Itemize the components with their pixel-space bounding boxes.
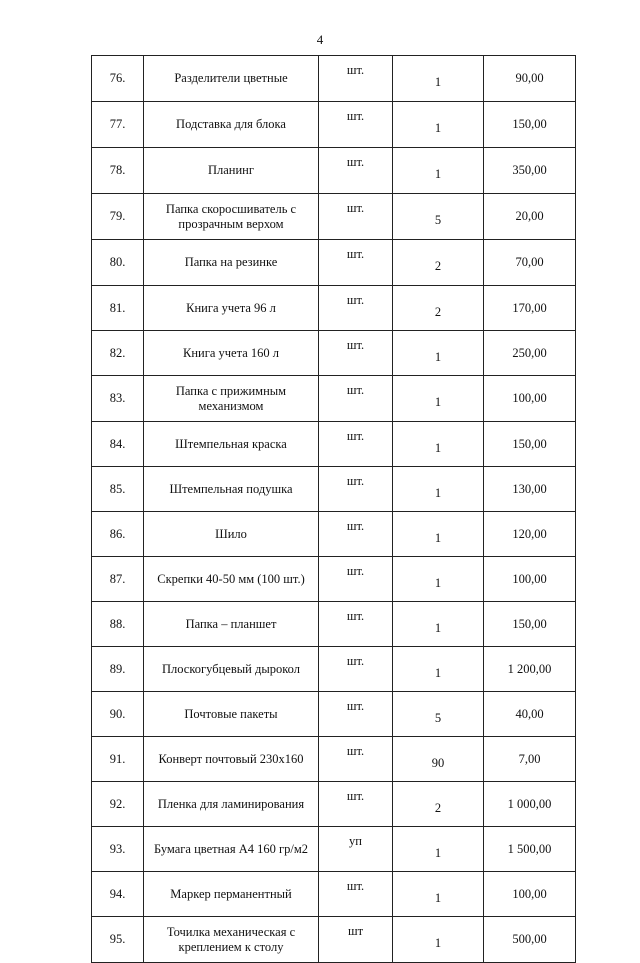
table-row — [92, 56, 576, 102]
row-number: 87. — [92, 557, 144, 602]
table-row — [92, 286, 576, 331]
item-name: Планинг — [144, 148, 319, 194]
row-number: 83. — [92, 376, 144, 422]
row-number: 76. — [92, 56, 144, 102]
item-name: Бумага цветная А4 160 гр/м2 — [144, 827, 319, 872]
item-name: Пленка для ламинирования — [144, 782, 319, 827]
item-quantity: 1 — [393, 827, 484, 872]
item-price: 90,00 — [484, 56, 576, 102]
item-price: 130,00 — [484, 467, 576, 512]
item-price: 100,00 — [484, 557, 576, 602]
table-row — [92, 557, 576, 602]
item-unit: шт. — [319, 240, 393, 286]
item-price: 350,00 — [484, 148, 576, 194]
item-name: Папка с прижимным механизмом — [144, 376, 319, 422]
item-price: 170,00 — [484, 286, 576, 331]
item-unit: шт. — [319, 194, 393, 240]
row-number: 90. — [92, 692, 144, 737]
item-quantity: 2 — [393, 240, 484, 286]
table-row — [92, 917, 576, 963]
item-name: Разделители цветные — [144, 56, 319, 102]
table-row — [92, 827, 576, 872]
item-unit: шт. — [319, 647, 393, 692]
item-price: 150,00 — [484, 422, 576, 467]
row-number: 94. — [92, 872, 144, 917]
row-number: 89. — [92, 647, 144, 692]
item-price: 500,00 — [484, 917, 576, 963]
item-name: Штемпельная краска — [144, 422, 319, 467]
table-row — [92, 602, 576, 647]
items-table-body — [92, 56, 576, 963]
page-number: 4 — [316, 32, 324, 47]
item-quantity: 1 — [393, 102, 484, 148]
item-unit: уп — [319, 827, 393, 872]
table-row — [92, 692, 576, 737]
item-name: Конверт почтовый 230х160 — [144, 737, 319, 782]
item-unit: шт. — [319, 512, 393, 557]
row-number: 95. — [92, 917, 144, 963]
item-price: 1 500,00 — [484, 827, 576, 872]
item-name: Скрепки 40-50 мм (100 шт.) — [144, 557, 319, 602]
item-price: 7,00 — [484, 737, 576, 782]
item-price: 1 200,00 — [484, 647, 576, 692]
items-table — [91, 55, 576, 963]
item-quantity: 5 — [393, 692, 484, 737]
item-quantity: 90 — [393, 737, 484, 782]
item-name: Папка – планшет — [144, 602, 319, 647]
row-number: 93. — [92, 827, 144, 872]
table-row — [92, 782, 576, 827]
item-quantity: 1 — [393, 557, 484, 602]
item-unit: шт. — [319, 737, 393, 782]
item-unit: шт — [319, 917, 393, 963]
table-row — [92, 872, 576, 917]
item-quantity: 1 — [393, 56, 484, 102]
row-number: 92. — [92, 782, 144, 827]
table-row — [92, 102, 576, 148]
item-price: 100,00 — [484, 376, 576, 422]
item-price: 150,00 — [484, 602, 576, 647]
item-unit: шт. — [319, 602, 393, 647]
row-number: 85. — [92, 467, 144, 512]
item-quantity: 1 — [393, 148, 484, 194]
item-unit: шт. — [319, 692, 393, 737]
item-name: Точилка механическая с креплением к столу — [144, 917, 319, 963]
item-unit: шт. — [319, 422, 393, 467]
item-unit: шт. — [319, 872, 393, 917]
table-row — [92, 737, 576, 782]
item-price: 150,00 — [484, 102, 576, 148]
item-unit: шт. — [319, 286, 393, 331]
item-quantity: 2 — [393, 782, 484, 827]
table-row — [92, 240, 576, 286]
item-unit: шт. — [319, 148, 393, 194]
row-number: 82. — [92, 331, 144, 376]
item-name: Маркер перманентный — [144, 872, 319, 917]
item-name: Подставка для блока — [144, 102, 319, 148]
item-quantity: 1 — [393, 331, 484, 376]
table-row — [92, 376, 576, 422]
table-row — [92, 331, 576, 376]
item-price: 250,00 — [484, 331, 576, 376]
row-number: 84. — [92, 422, 144, 467]
item-quantity: 1 — [393, 376, 484, 422]
item-unit: шт. — [319, 782, 393, 827]
item-name: Штемпельная подушка — [144, 467, 319, 512]
row-number: 79. — [92, 194, 144, 240]
item-name: Папка на резинке — [144, 240, 319, 286]
item-quantity: 1 — [393, 512, 484, 557]
row-number: 81. — [92, 286, 144, 331]
row-number: 80. — [92, 240, 144, 286]
row-number: 86. — [92, 512, 144, 557]
item-name: Почтовые пакеты — [144, 692, 319, 737]
item-quantity: 5 — [393, 194, 484, 240]
item-name: Папка скоросшиватель с прозрачным верхом — [144, 194, 319, 240]
table-row — [92, 512, 576, 557]
item-price: 1 000,00 — [484, 782, 576, 827]
item-name: Книга учета 96 л — [144, 286, 319, 331]
table-row — [92, 467, 576, 512]
row-number: 77. — [92, 102, 144, 148]
item-quantity: 1 — [393, 647, 484, 692]
item-unit: шт. — [319, 467, 393, 512]
table-row — [92, 148, 576, 194]
item-quantity: 1 — [393, 422, 484, 467]
item-unit: шт. — [319, 331, 393, 376]
table-row — [92, 194, 576, 240]
item-unit: шт. — [319, 376, 393, 422]
item-price: 20,00 — [484, 194, 576, 240]
row-number: 78. — [92, 148, 144, 194]
item-quantity: 2 — [393, 286, 484, 331]
item-quantity: 1 — [393, 467, 484, 512]
item-unit: шт. — [319, 557, 393, 602]
item-name: Плоскогубцевый дырокол — [144, 647, 319, 692]
item-price: 70,00 — [484, 240, 576, 286]
item-price: 100,00 — [484, 872, 576, 917]
row-number: 88. — [92, 602, 144, 647]
row-number: 91. — [92, 737, 144, 782]
item-price: 40,00 — [484, 692, 576, 737]
item-unit: шт. — [319, 56, 393, 102]
item-price: 120,00 — [484, 512, 576, 557]
item-name: Шило — [144, 512, 319, 557]
item-quantity: 1 — [393, 872, 484, 917]
table-row — [92, 422, 576, 467]
item-unit: шт. — [319, 102, 393, 148]
table-row — [92, 647, 576, 692]
item-name: Книга учета 160 л — [144, 331, 319, 376]
item-quantity: 1 — [393, 917, 484, 963]
item-quantity: 1 — [393, 602, 484, 647]
